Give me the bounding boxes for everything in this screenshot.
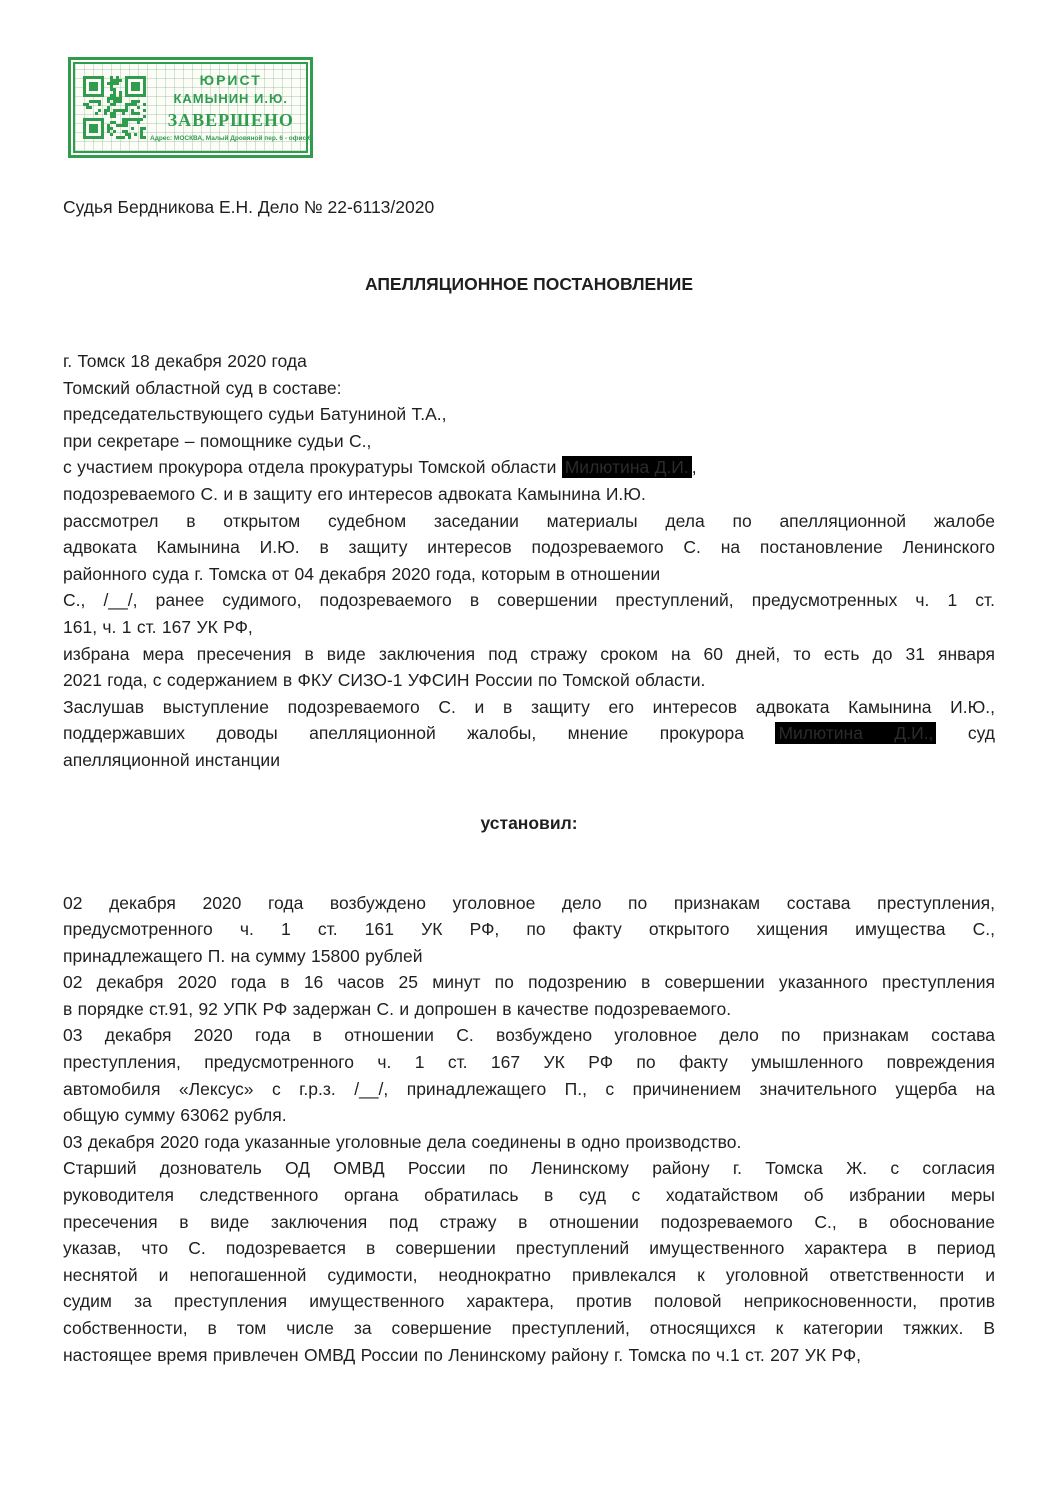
- doc-line: апелляционной инстанции: [63, 749, 280, 770]
- stamp-title: ЮРИСТ: [199, 72, 262, 89]
- verification-stamp-inner: [73, 62, 312, 153]
- doc-line: Заслушав выступление подозреваемого С. и в защиту его интересов адвоката Камынина И.Ю.,: [63, 696, 995, 717]
- redacted-prosecutor-name: Милютина Д.И.: [562, 456, 692, 478]
- redacted-prosecutor-name: Милютина Д.И.,: [775, 722, 936, 744]
- doc-line: рассмотрел в открытом судебном заседании материалы дела по апелляционной жалобе: [63, 510, 995, 531]
- text-run: суд: [936, 723, 996, 744]
- stamp-text-block: [146, 72, 311, 142]
- doc-line: 161, ч. 1 ст. 167 УК РФ,: [63, 616, 253, 637]
- doc-line: 02 декабря 2020 года в 16 часов 25 минут по подозрению в совершении указанного преступления: [63, 972, 995, 993]
- document-body: [63, 348, 995, 1368]
- doc-line: пресечения в виде заключения под стражу в отношении подозреваемого С., в обоснование: [63, 1211, 995, 1232]
- text-run: ,: [691, 457, 697, 478]
- doc-line: 2021 года, с содержанием в ФКУ СИЗО-1 УФСИН России по Томской области.: [63, 670, 706, 691]
- doc-line: Старший дознователь ОД ОМВД России по Ленинскому району г. Томска Ж. с согласия: [63, 1158, 995, 1179]
- doc-line: неснятой и непогашенной судимости, неоднократно привлекался к уголовной ответственности и: [63, 1264, 995, 1285]
- document-title: АПЕЛЛЯЦИОННОЕ ПОСТАНОВЛЕНИЕ: [364, 274, 694, 294]
- doc-line: автомобиля «Лексус» с г.р.з. /__/, принадлежащего П., с причинением значительного ущерба на: [63, 1078, 995, 1099]
- section-heading-ustanovil: установил:: [480, 812, 578, 833]
- doc-line: С., /__/, ранее судимого, подозреваемого в совершении преступлений, предусмотренных ч. 1 ст.: [63, 590, 995, 611]
- qr-code-icon: [83, 76, 146, 139]
- doc-line: судим за преступления имущественного характера, против половой неприкосновенности, против: [63, 1291, 995, 1312]
- doc-line: предусмотренного ч. 1 ст. 161 УК РФ, по факту открытого хищения имущества С.,: [63, 919, 995, 940]
- doc-line: в порядке ст.91, 92 УПК РФ задержан С. и допрошен в качестве подозреваемого.: [63, 998, 732, 1019]
- doc-line: 03 декабря 2020 года в отношении С. возбуждено уголовное дело по признакам состава: [63, 1025, 995, 1046]
- text-run: с участием прокурора отдела прокуратуры Томской области: [63, 457, 562, 478]
- doc-line: адвоката Камынина И.Ю. в защиту интересов подозреваемого С. на постановление Ленинского: [63, 537, 995, 558]
- doc-line: избрана мера пресечения в виде заключения под стражу сроком на 60 дней, то есть до 31 января: [63, 643, 995, 664]
- doc-line: принадлежащего П. на сумму 15800 рублей: [63, 945, 423, 966]
- doc-line: Томский областной суд в составе:: [63, 377, 342, 398]
- doc-line-with-redaction: [63, 454, 995, 481]
- doc-line-with-redaction: [63, 720, 995, 747]
- doc-line: 02 декабря 2020 года возбуждено уголовное дело по признакам состава преступления,: [63, 892, 995, 913]
- doc-line: председательствующего судьи Батуниной Т.А.,: [63, 404, 447, 425]
- doc-line: подозреваемого С. и в защиту его интересов адвоката Камынина И.Ю.: [63, 483, 646, 504]
- doc-line: 03 декабря 2020 года указанные уголовные дела соединены в одно производство.: [63, 1131, 742, 1152]
- doc-line: г. Томск 18 декабря 2020 года: [63, 351, 307, 371]
- doc-line: общую сумму 63062 рубля.: [63, 1105, 287, 1126]
- doc-line: при секретаре – помощнике судьи С.,: [63, 430, 372, 451]
- text-run: поддержавших доводы апелляционной жалобы, мнение прокурора: [63, 723, 776, 744]
- stamp-address: Адрес: МОСКВА, Малый Дровяной пер. 6 - офис 6: [150, 135, 312, 143]
- stamp-lawyer-name: КАМЫНИН И.Ю.: [173, 90, 289, 106]
- case-reference: Судья Бердникова Е.Н. Дело № 22-6113/2020: [63, 197, 435, 217]
- stamp-status: ЗАВЕРШЕНО: [167, 110, 294, 131]
- doc-line: указав, что С. подозревается в совершении преступлений имущественного характера в период: [63, 1238, 995, 1259]
- doc-line: преступления, предусмотренного ч. 1 ст. 167 УК РФ по факту умышленного повреждения: [63, 1052, 995, 1073]
- verification-stamp: [68, 57, 313, 158]
- doc-line: собственности, в том числе за совершение преступлений, относящихся к категории тяжких. В: [63, 1318, 995, 1338]
- doc-line: руководителя следственного органа обратилась в суд с ходатайством об избрании меры: [63, 1185, 995, 1206]
- doc-line: районного суда г. Томска от 04 декабря 2020 года, которым в отношении: [63, 563, 661, 584]
- document-content: [63, 194, 995, 1368]
- doc-line: настоящее время привлечен ОМВД России по Ленинскому району г. Томска по ч.1 ст. 207 УК РФ,: [63, 1344, 862, 1365]
